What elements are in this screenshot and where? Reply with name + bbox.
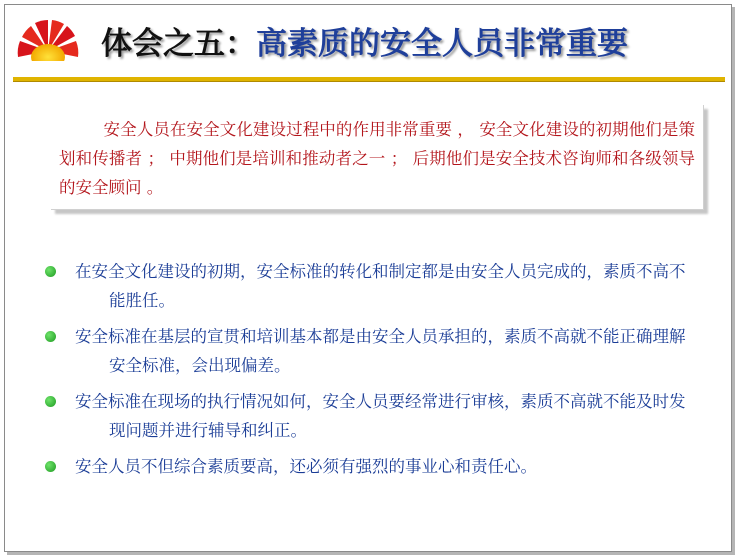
summary-box: [51, 105, 704, 210]
slide: [4, 4, 732, 552]
title-prefix: 体会之五：: [101, 26, 256, 62]
green-dot-icon: [45, 331, 56, 342]
header-divider: [13, 77, 725, 82]
list-item: [41, 387, 701, 445]
title-main: 高素质的安全人员非常重要: [256, 26, 628, 62]
list-item-text: 安全标准在现场的执行情况如何，安全人员要经常进行审核，素质不高就不能及时发现问题并进行辅导和纠正。: [75, 392, 686, 440]
page-title: [101, 19, 628, 69]
list-item: [41, 452, 701, 481]
summary-text: 安全人员在安全文化建设过程中的作用非常重要 ， 安全文化建设的初期他们是策划和传播者 ； 中期他们是培训和推动者之一 ； 后期他们是安全技术咨询师和各级领导的安全顾问 。: [59, 120, 695, 197]
green-dot-icon: [45, 396, 56, 407]
bullet-list: [41, 257, 701, 488]
list-item: [41, 257, 701, 315]
green-dot-icon: [45, 266, 56, 277]
list-item: [41, 322, 701, 380]
petrochina-logo-icon: [15, 13, 81, 71]
list-item-text: 安全标准在基层的宣贯和培训基本都是由安全人员承担的，素质不高就不能正确理解安全标准，会出现偏差。: [75, 327, 686, 375]
list-item-text: 安全人员不但综合素质要高，还必须有强烈的事业心和责任心。: [75, 457, 537, 476]
green-dot-icon: [45, 461, 56, 472]
list-item-text: 在安全文化建设的初期，安全标准的转化和制定都是由安全人员完成的，素质不高不能胜任。: [75, 262, 686, 310]
